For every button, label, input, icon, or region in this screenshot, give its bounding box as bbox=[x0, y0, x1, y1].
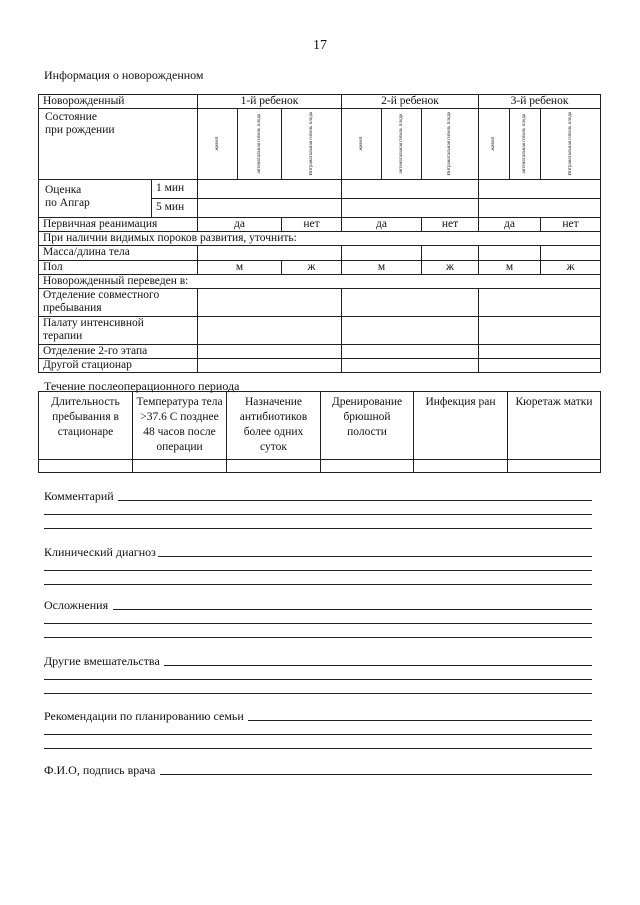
c2-female: ж bbox=[422, 260, 479, 274]
child-1-header: 1-й ребенок bbox=[198, 95, 342, 109]
col-newborn: Новорожденный bbox=[39, 95, 198, 109]
state-at-birth-label: Состояние при рождении bbox=[39, 109, 198, 180]
postop-header-stay: Длительность пребывания в стационаре bbox=[39, 392, 133, 460]
newborn-section-title: Информация о новорожденном bbox=[44, 68, 204, 82]
postop-cell[interactable] bbox=[39, 460, 133, 473]
c3-intranatal: Интранатальная гибель плода bbox=[541, 109, 601, 180]
apgar-5min: 5 мин bbox=[152, 198, 198, 217]
postop-section-title: Течение послеоперационного периода bbox=[44, 379, 240, 393]
icu-label: Палату интенсивной терапии bbox=[39, 316, 198, 344]
other-hospital-label: Другой стационар bbox=[39, 358, 198, 372]
apgar-label: Оценка по Апгар bbox=[39, 179, 152, 217]
postop-header-infection: Инфекция ран bbox=[414, 392, 508, 460]
postop-header-temperature: Температура тела >37.6 С позднее 48 часов после операции bbox=[133, 392, 227, 460]
apgar-1min: 1 мин bbox=[152, 179, 198, 198]
c3-male: м bbox=[479, 260, 541, 274]
postop-cell[interactable] bbox=[133, 460, 227, 473]
c2-male: м bbox=[342, 260, 422, 274]
diagnosis-label: Клинический диагноз bbox=[44, 545, 160, 560]
other-interventions-label: Другие вмешательства bbox=[44, 654, 164, 669]
c1-yes: да bbox=[198, 217, 282, 231]
postop-cell[interactable] bbox=[414, 460, 508, 473]
postop-header-antibiotics: Назначение антибиотиков более одних суток bbox=[227, 392, 321, 460]
c1-no: нет bbox=[282, 217, 342, 231]
c1-alive: живой bbox=[198, 109, 238, 180]
c2-no: нет bbox=[422, 217, 479, 231]
dept-stage2-label: Отделение 2-го этапа bbox=[39, 344, 198, 358]
sex-label: Пол bbox=[39, 260, 198, 274]
c1-intranatal: Интранатальная гибель плода bbox=[282, 109, 342, 180]
transferred-label: Новорожденный переведен в: bbox=[39, 274, 601, 288]
c1-male: м bbox=[198, 260, 282, 274]
child-2-header: 2-й ребенок bbox=[342, 95, 479, 109]
newborn-table bbox=[38, 94, 601, 373]
c1-female: ж bbox=[282, 260, 342, 274]
c2-antenatal: антенатальная гибель плода bbox=[382, 109, 422, 180]
family-planning-label: Рекомендации по планированию семьи bbox=[44, 709, 248, 724]
comment-label: Комментарий bbox=[44, 489, 118, 504]
c3-female: ж bbox=[541, 260, 601, 274]
postop-table bbox=[38, 391, 601, 473]
postop-header-curettage: Кюретаж матки bbox=[508, 392, 601, 460]
c2-alive: живой bbox=[342, 109, 382, 180]
postop-header-drainage: Дренирование брюшной полости bbox=[321, 392, 414, 460]
postop-cell[interactable] bbox=[227, 460, 321, 473]
c3-yes: да bbox=[479, 217, 541, 231]
postop-cell[interactable] bbox=[321, 460, 414, 473]
doctor-signature-label: Ф.И.О, подпись врача bbox=[44, 763, 160, 778]
complications-label: Осложнения bbox=[44, 598, 112, 613]
mass-length-label: Масса/длина тела bbox=[39, 245, 198, 260]
c3-no: нет bbox=[541, 217, 601, 231]
child-3-header: 3-й ребенок bbox=[479, 95, 601, 109]
reanimation-label: Первичная реанимация bbox=[39, 217, 198, 231]
c3-antenatal: антенатальная гибель плода bbox=[510, 109, 541, 180]
c1-antenatal: антенатальная гибель плода bbox=[238, 109, 282, 180]
c3-alive: живой bbox=[479, 109, 510, 180]
page-number: 17 bbox=[313, 38, 327, 53]
malformations-label: При наличии видимых пороков развития, уточнить: bbox=[39, 231, 601, 245]
c2-intranatal: Интранатальная гибель плода bbox=[422, 109, 479, 180]
c2-yes: да bbox=[342, 217, 422, 231]
dept-cohab-label: Отделение совместного пребывания bbox=[39, 288, 198, 316]
postop-cell[interactable] bbox=[508, 460, 601, 473]
